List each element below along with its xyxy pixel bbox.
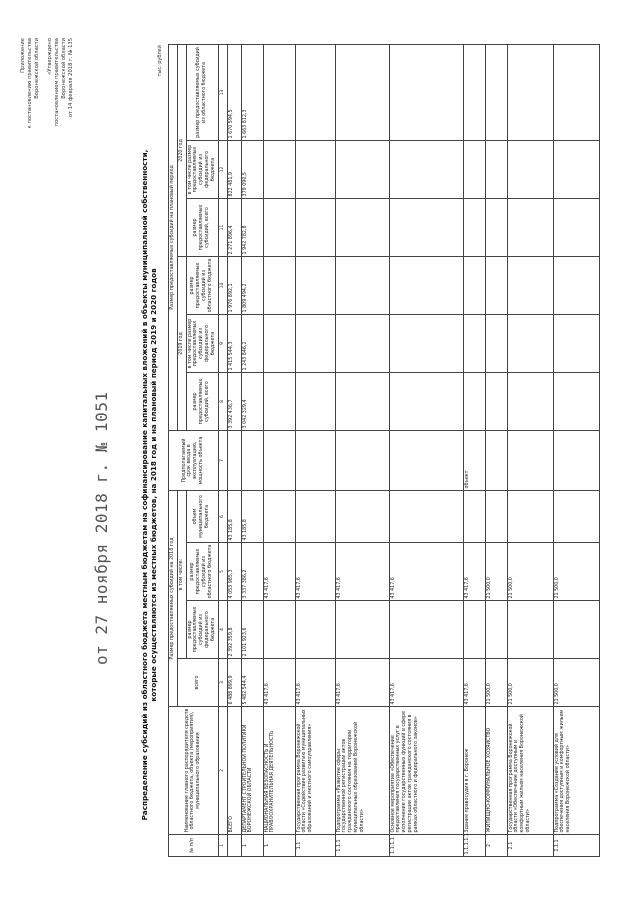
row-value bbox=[335, 430, 389, 490]
row-value bbox=[463, 256, 485, 314]
row-value bbox=[485, 256, 507, 314]
row-value bbox=[507, 314, 553, 372]
column-number: 5 bbox=[218, 543, 227, 601]
row-value bbox=[335, 198, 389, 256]
row-value: 5 482 544,4 bbox=[241, 659, 263, 707]
header-2020: 2020 год bbox=[177, 44, 186, 256]
row-value: 21 500,0 bbox=[553, 659, 599, 707]
row-value bbox=[263, 430, 295, 490]
row-value bbox=[553, 198, 599, 256]
row-value: 3 042 329,4 bbox=[241, 372, 263, 430]
row-value: 43 417,6 bbox=[389, 659, 463, 707]
row-number: 2.1.1 bbox=[553, 835, 599, 857]
row-value bbox=[389, 140, 463, 198]
row-value bbox=[335, 256, 389, 314]
header-name: Наименование главного распорядителя средств областного бюджета, объекта (мероприятия), муниципального образования bbox=[169, 707, 219, 835]
row-value bbox=[507, 256, 553, 314]
row-value bbox=[507, 44, 553, 140]
row-value bbox=[295, 372, 335, 430]
column-number: 12 bbox=[218, 140, 227, 198]
table-row bbox=[507, 44, 553, 856]
approval-line: Воронежской области bbox=[34, 38, 40, 99]
row-value bbox=[295, 314, 335, 372]
row-value: 4 053 985,3 bbox=[227, 543, 241, 601]
column-number: 8 bbox=[218, 372, 227, 430]
header-size-obl-2020: размер предоставляемых субсидий из областного бюджета bbox=[186, 44, 218, 140]
document-title bbox=[140, 135, 158, 835]
row-value bbox=[335, 140, 389, 198]
row-name: Основное мероприятие «Обеспечение предоставления государственных услуг в исполнение государственных функций в сфере регистрации актов гражданского состояния в рамках областного и федерального законов» bbox=[389, 707, 463, 835]
row-value bbox=[463, 601, 485, 659]
row-value bbox=[335, 44, 389, 140]
row-value: 2 101 923,6 bbox=[241, 601, 263, 659]
date-stamp: от 27 ноября 2018 г. № 1051 bbox=[92, 391, 111, 665]
row-value bbox=[263, 314, 295, 372]
column-number: 11 bbox=[218, 198, 227, 256]
title-line: которые осуществляются из местных бюджетов, на 2018 год и на плановый период 2019 и 2020 годов bbox=[149, 268, 158, 702]
row-value bbox=[241, 430, 263, 490]
approval-line: Воронежской области bbox=[61, 38, 67, 99]
row-value bbox=[389, 601, 463, 659]
row-value: 43 417,6 bbox=[463, 543, 485, 601]
row-value: 3 392 436,7 bbox=[227, 372, 241, 430]
column-number: 7 bbox=[218, 430, 227, 490]
row-value: 1 663 812,3 bbox=[241, 44, 263, 140]
row-value bbox=[463, 314, 485, 372]
header-size-fed-2019: в том числе размер предоставляемых субсидий из федерального бюджета bbox=[186, 314, 218, 372]
approval-line: к постановлению правительства bbox=[27, 38, 33, 129]
row-value bbox=[295, 198, 335, 256]
header-size-total-2020: размер предоставляемых субсидий, всего bbox=[186, 198, 218, 256]
column-number: 2 bbox=[218, 707, 227, 835]
row-value bbox=[389, 430, 463, 490]
header-fed: размер предоставляемых субсидий из федерального бюджета bbox=[186, 601, 218, 659]
header-mun: объем муниципального бюджета bbox=[186, 490, 218, 542]
row-value: объект bbox=[463, 430, 485, 490]
row-value: 43 185,8 bbox=[241, 490, 263, 542]
row-name: Здание правосудия в г. Воронеж bbox=[463, 707, 485, 835]
column-number: 3 bbox=[218, 659, 227, 707]
table-row bbox=[335, 44, 389, 856]
row-value bbox=[295, 44, 335, 140]
row-value: 822 481,9 bbox=[227, 140, 241, 198]
row-value bbox=[553, 256, 599, 314]
row-value bbox=[335, 314, 389, 372]
approval-line: «Утверждено bbox=[47, 38, 53, 75]
column-number: 6 bbox=[218, 490, 227, 542]
row-value: 43 417,6 bbox=[263, 659, 295, 707]
row-value: 43 417,6 bbox=[295, 543, 335, 601]
row-value bbox=[263, 490, 295, 542]
row-value bbox=[485, 314, 507, 372]
row-name: ЖИЛИЩНО-КОММУНАЛЬНОЕ ХОЗЯЙСТВО bbox=[485, 707, 507, 835]
row-value bbox=[553, 490, 599, 542]
column-number: 4 bbox=[218, 601, 227, 659]
row-value: 1 942 782,8 bbox=[241, 198, 263, 256]
approval-line: от 14 февраля 2018 г. № 135 bbox=[68, 38, 74, 118]
row-value: 43 417,6 bbox=[335, 543, 389, 601]
row-value bbox=[389, 256, 463, 314]
header-size-obl-2019: размер предоставляемых субсидий из областного бюджета bbox=[186, 256, 218, 314]
approval-block bbox=[20, 38, 75, 218]
row-value bbox=[507, 198, 553, 256]
row-value bbox=[553, 44, 599, 140]
row-name: Подпрограмма «Развитие сферы государственной регистрации актов гражданского состояния на территории муниципальных образований Воронежской области» bbox=[335, 707, 389, 835]
column-number: 1 bbox=[218, 835, 227, 857]
row-name: ВСЕГО bbox=[227, 707, 241, 835]
row-value bbox=[553, 601, 599, 659]
row-value: 1 243 846,2 bbox=[241, 314, 263, 372]
row-value bbox=[389, 372, 463, 430]
row-value bbox=[263, 140, 295, 198]
header-incl: в том числе: bbox=[177, 490, 186, 658]
row-value: 43 417,6 bbox=[263, 543, 295, 601]
header-planned: Размер предоставляемых субсидий на плановый период bbox=[169, 44, 178, 430]
row-value bbox=[335, 490, 389, 542]
row-value bbox=[263, 44, 295, 140]
table-row bbox=[485, 44, 507, 856]
row-name: Государственная программа Воронежской области «Обеспечение доступным и комфортным жильем населения Воронежской области» bbox=[507, 707, 553, 835]
table-row bbox=[553, 44, 599, 856]
row-value bbox=[485, 430, 507, 490]
row-value bbox=[295, 256, 335, 314]
row-value bbox=[553, 430, 599, 490]
row-value bbox=[463, 490, 485, 542]
row-value bbox=[553, 140, 599, 198]
table-row bbox=[295, 44, 335, 856]
row-value: 21 500,0 bbox=[507, 543, 553, 601]
row-number: 1 bbox=[241, 835, 263, 857]
row-value bbox=[389, 198, 463, 256]
column-number: 13 bbox=[218, 44, 227, 140]
row-number: 1 bbox=[263, 835, 295, 857]
row-value bbox=[295, 601, 335, 659]
row-value: 21 500,0 bbox=[553, 543, 599, 601]
row-name: НАЦИОНАЛЬНАЯ БЕЗОПАСНОСТЬ И ПРАВООХРАНИТЕЛЬНАЯ ДЕЯТЕЛЬНОСТЬ bbox=[263, 707, 295, 835]
row-value bbox=[485, 198, 507, 256]
header-num: № п/п bbox=[169, 835, 219, 857]
row-value bbox=[227, 430, 241, 490]
row-value bbox=[295, 490, 335, 542]
row-value bbox=[335, 601, 389, 659]
row-number: 2 bbox=[485, 835, 507, 857]
row-name: Государственная программа Воронежской области «Содействие развитию муниципальных образований и местного самоуправления» bbox=[295, 707, 335, 835]
row-name: Подпрограмма «Создание условий для обеспечения доступным и комфортным жильем населения Воронежской области» bbox=[553, 707, 599, 835]
row-value bbox=[463, 44, 485, 140]
row-value bbox=[295, 140, 335, 198]
row-value bbox=[263, 372, 295, 430]
row-value: 43 417,6 bbox=[389, 543, 463, 601]
row-value bbox=[553, 314, 599, 372]
approval-line: Приложение bbox=[20, 38, 26, 73]
approval-line: постановлением правительства bbox=[54, 38, 60, 127]
row-number: 1.1.1 bbox=[335, 835, 389, 857]
table-row bbox=[263, 44, 295, 856]
row-value: 21 500,0 bbox=[507, 659, 553, 707]
row-value: 21 500,0 bbox=[485, 543, 507, 601]
row-number: 1.1.1.1.1 bbox=[463, 835, 485, 857]
row-number: 1.1.1.1 bbox=[389, 835, 463, 857]
row-value bbox=[507, 140, 553, 198]
table-row bbox=[241, 44, 263, 856]
row-number: 1.1 bbox=[295, 835, 335, 857]
row-number: 2.1 bbox=[507, 835, 553, 857]
row-value bbox=[389, 490, 463, 542]
row-value bbox=[507, 601, 553, 659]
row-value bbox=[263, 198, 295, 256]
row-value: 1 670 594,5 bbox=[227, 44, 241, 140]
row-value: 6 488 899,9 bbox=[227, 659, 241, 707]
row-value: 1 976 892,1 bbox=[227, 256, 241, 314]
column-number-row bbox=[218, 44, 227, 856]
row-value bbox=[485, 140, 507, 198]
header-size-2018: Размер предоставляемых субсидий на 2018 год bbox=[169, 490, 178, 706]
header-obl: размер предоставляемых субсидий из областного бюджета bbox=[186, 543, 218, 601]
column-number: 10 bbox=[218, 256, 227, 314]
header-total: всего bbox=[177, 659, 218, 707]
row-value: 379 090,5 bbox=[241, 140, 263, 198]
row-value: 43 185,8 bbox=[227, 490, 241, 542]
row-value bbox=[389, 314, 463, 372]
row-value bbox=[507, 490, 553, 542]
header-size-total-2019: размер предоставляемых субсидий, всего bbox=[186, 372, 218, 430]
header-size-fed-2020: в том числе размер предоставляемых субсидий из федерального бюджета bbox=[186, 140, 218, 198]
row-value: 43 417,6 bbox=[295, 659, 335, 707]
row-number bbox=[227, 835, 241, 857]
units-label: тыс. рублей bbox=[157, 45, 163, 77]
row-value bbox=[485, 601, 507, 659]
table-row bbox=[463, 44, 485, 856]
row-value bbox=[463, 372, 485, 430]
row-value: 2 392 359,8 bbox=[227, 601, 241, 659]
row-value bbox=[335, 372, 389, 430]
row-value: 43 417,6 bbox=[463, 659, 485, 707]
row-value bbox=[295, 430, 335, 490]
row-value bbox=[263, 256, 295, 314]
table-row bbox=[227, 44, 241, 856]
row-value bbox=[485, 372, 507, 430]
row-value: 3 337 386,2 bbox=[241, 543, 263, 601]
column-number: 9 bbox=[218, 314, 227, 372]
row-value bbox=[485, 490, 507, 542]
row-value bbox=[463, 140, 485, 198]
row-value: 2 271 896,4 bbox=[227, 198, 241, 256]
header-2019: 2019 год bbox=[177, 256, 186, 430]
table-row bbox=[389, 44, 463, 856]
row-value bbox=[463, 198, 485, 256]
header-limit: Предполагаемый срок ввода в эксплуатацию, мощность объекта bbox=[169, 430, 219, 490]
row-value: 1 415 544,3 bbox=[227, 314, 241, 372]
row-value: 43 417,6 bbox=[335, 659, 389, 707]
row-value bbox=[389, 44, 463, 140]
row-value: 21 500,0 bbox=[485, 659, 507, 707]
row-value bbox=[507, 372, 553, 430]
table-body bbox=[227, 44, 599, 856]
row-value bbox=[485, 44, 507, 140]
subsidy-table bbox=[168, 44, 600, 857]
row-value bbox=[507, 430, 553, 490]
row-name: ДЕПАРТАМЕНТ СТРОИТЕЛЬНОЙ ПОЛИТИКИ ВОРОНЕЖСКОЙ ОБЛАСТИ bbox=[241, 707, 263, 835]
row-value: 1 809 494,2 bbox=[241, 256, 263, 314]
row-value bbox=[263, 601, 295, 659]
row-value bbox=[553, 372, 599, 430]
title-line: Распределение субсидий из областного бюджета местным бюджетам на софинансирование капитальных вложений в объекты муниципальной собственности, bbox=[140, 149, 149, 821]
